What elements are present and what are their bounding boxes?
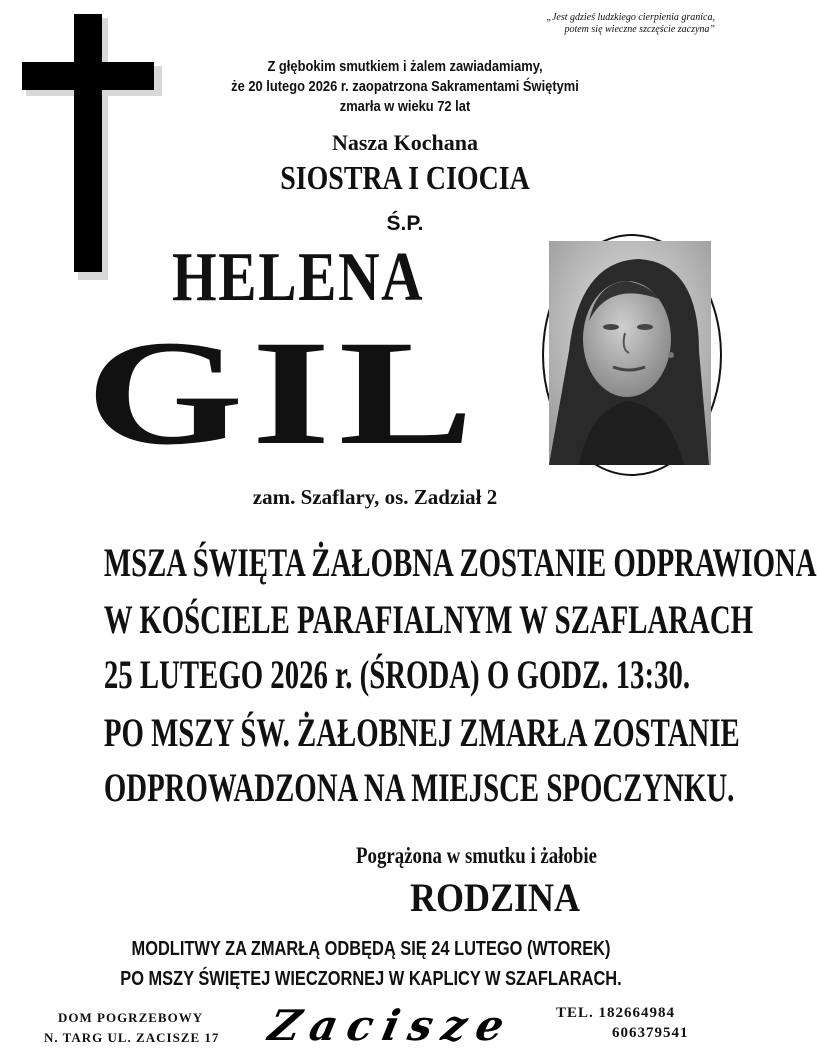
intro-line-1: Z głębokim smutkiem i żalem zawiadamiamy,	[267, 58, 543, 75]
intro-line-3: zmarła w wieku 72 lat	[339, 98, 471, 115]
quote-line-2: potem się wieczne szczęście zaczyna”	[564, 24, 715, 35]
mass-line-1: MSZA ŚWIĘTA ŻAŁOBNA ZOSTANIE ODPRAWIONA	[103, 540, 817, 585]
phone-line-2: 606379541	[612, 1025, 689, 1041]
relation-heading: SIOSTRA I CIOCIA	[280, 160, 530, 197]
portrait-photo	[549, 241, 711, 465]
mass-line-2: W KOŚCIELE PARAFIALNYM W SZAFLARACH	[103, 597, 754, 642]
family-signature: RODZINA	[410, 875, 581, 920]
epigraph-quote	[470, 12, 715, 36]
sp-abbreviation: Ś.P.	[386, 212, 424, 235]
address-line: zam. Szaflary, os. Zadział 2	[252, 485, 498, 509]
cross-icon	[22, 14, 162, 280]
zacisze-logo	[264, 996, 538, 1056]
deceased-first-name: HELENA	[172, 239, 425, 316]
beloved-heading: Nasza Kochana	[331, 130, 479, 155]
grief-line: Pogrążona w smutku i żałobie	[356, 843, 597, 868]
phone-line-1: TEL. 182664984	[556, 1005, 676, 1021]
deceased-surname: GIL	[86, 310, 482, 476]
quote-line-1: „Jest gdzieś ludzkiego cierpienia granica,	[546, 12, 715, 23]
funeral-home-address: N. TARG UL. ZACISZE 17	[44, 1030, 220, 1045]
prayer-line-1: MODLITWY ZA ZMARŁĄ ODBĘDĄ SIĘ 24 LUTEGO (WTOREK)	[131, 938, 611, 960]
logo-text: Zacisze	[264, 1001, 519, 1051]
intro-line-2: że 20 lutego 2026 r. zaopatrzona Sakramentami Świętymi	[231, 78, 579, 95]
prayer-line-2: PO MSZY ŚWIĘTEJ WIECZORNEJ W KAPLICY W SZAFLARACH.	[120, 968, 622, 990]
mass-line-5: ODPROWADZONA NA MIEJSCE SPOCZYNKU.	[103, 765, 735, 810]
mass-line-3: 25 LUTEGO 2026 r. (ŚRODA) O GODZ. 13:30.	[103, 652, 691, 697]
mass-line-4: PO MSZY ŚW. ŻAŁOBNEJ ZMARŁA ZOSTANIE	[103, 710, 740, 755]
funeral-home-name: DOM POGRZEBOWY	[58, 1010, 204, 1025]
